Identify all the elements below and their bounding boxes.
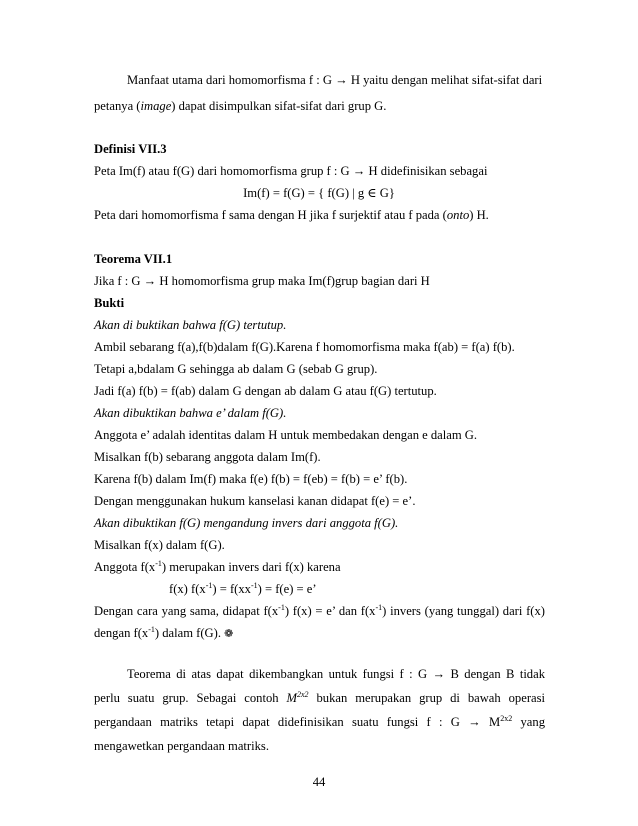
qed-icon: ❁ — [224, 627, 234, 640]
page-number: 44 — [312, 775, 326, 789]
proof-claim-2: Akan dibuktikan bahwa e’ dalam f(G). — [94, 406, 287, 420]
proof-line: Jadi f(a) f(b) = f(ab) dalam G dengan ab dalam G atau f(G) tertutup. — [94, 384, 437, 398]
definition-formula: Im(f) = f(G) = { f(G) | g ∈ G} — [243, 186, 395, 200]
paragraph-extension-line-1: Teorema di atas dapat dikembangkan untuk fungsi f : G → B dengan B tidak — [127, 667, 545, 681]
theorem-heading: Teorema VII.1 — [94, 252, 173, 266]
proof-line: Misalkan f(b) sebarang anggota dalam Im(f). — [94, 450, 321, 464]
paragraph-intro-line-2: petanya (image) dapat disimpulkan sifat-sifat dari grup G. — [94, 99, 387, 113]
paragraph-extension-line-3: pergandaan matriks tetapi dapat didefinisikan suatu fungsi f : $G \to M^{2x2}$ yang — [94, 714, 545, 729]
definition-heading: Definisi VII.3 — [94, 142, 167, 156]
proof-claim-1: Akan di buktikan bahwa f(G) tertutup. — [94, 318, 287, 332]
paragraph-intro-line-1: Manfaat utama dari homomorfisma f : G → H yaitu dengan melihat sifat-sifat dari — [127, 73, 543, 87]
proof-line: Dengan menggunakan hukum kanselasi kanan didapat f(e) = e’. — [94, 494, 416, 508]
proof-equation: f(x) $f(x^{-1}) = f(xx^{-1}) = f(e) = e$’ — [169, 581, 317, 596]
proof-line-final: dengan $f(x^{-1})$ dalam f(G). ❁ — [94, 625, 234, 640]
paragraph-extension-line-4: mengawetkan pergandaan matriks. — [94, 739, 269, 753]
paragraph-extension-line-2: perlu suatu grup. Sebagai contoh $M^{2x2}$ bukan merupakan grup di bawah operasi — [94, 690, 545, 705]
proof-line: Karena f(b) dalam Im(f) maka f(e) f(b) = f(eb) = f(b) = e’ f(b). — [94, 472, 408, 486]
theorem-statement: Jika f : G → H homomorfisma grup maka Im(f)grup bagian dari H — [94, 274, 430, 288]
proof-line: Ambil sebarang f(a),f(b)dalam f(G).Karena f homomorfisma maka f(ab) = f(a) f(b). — [94, 340, 515, 354]
proof-line: Misalkan f(x) dalam f(G). — [94, 538, 225, 552]
definition-line-1: Peta Im(f) atau f(G) dari homomorfisma grup f : G → H didefinisikan sebagai — [94, 164, 488, 178]
definition-line-3: Peta dari homomorfisma f sama dengan H jika f surjektif atau f pada (onto) H. — [94, 208, 489, 222]
proof-claim-3: Akan dibuktikan f(G) mengandung invers dari anggota f(G). — [94, 516, 399, 530]
proof-line: Anggota $f(x^{-1})$ merupakan invers dari f(x) karena — [94, 559, 341, 574]
proof-heading: Bukti — [94, 296, 125, 310]
proof-line: Tetapi a,bdalam G sehingga ab dalam G (sebab G grup). — [94, 362, 378, 376]
proof-line: Dengan cara yang sama, didapat $f(x^{-1}) f(x) = e$’ dan $f(x^{-1})$ invers (yang tunggal) dari f(x) — [94, 603, 545, 618]
proof-line: Anggota e’ adalah identitas dalam H untuk membedakan dengan e dalam G. — [94, 428, 478, 442]
